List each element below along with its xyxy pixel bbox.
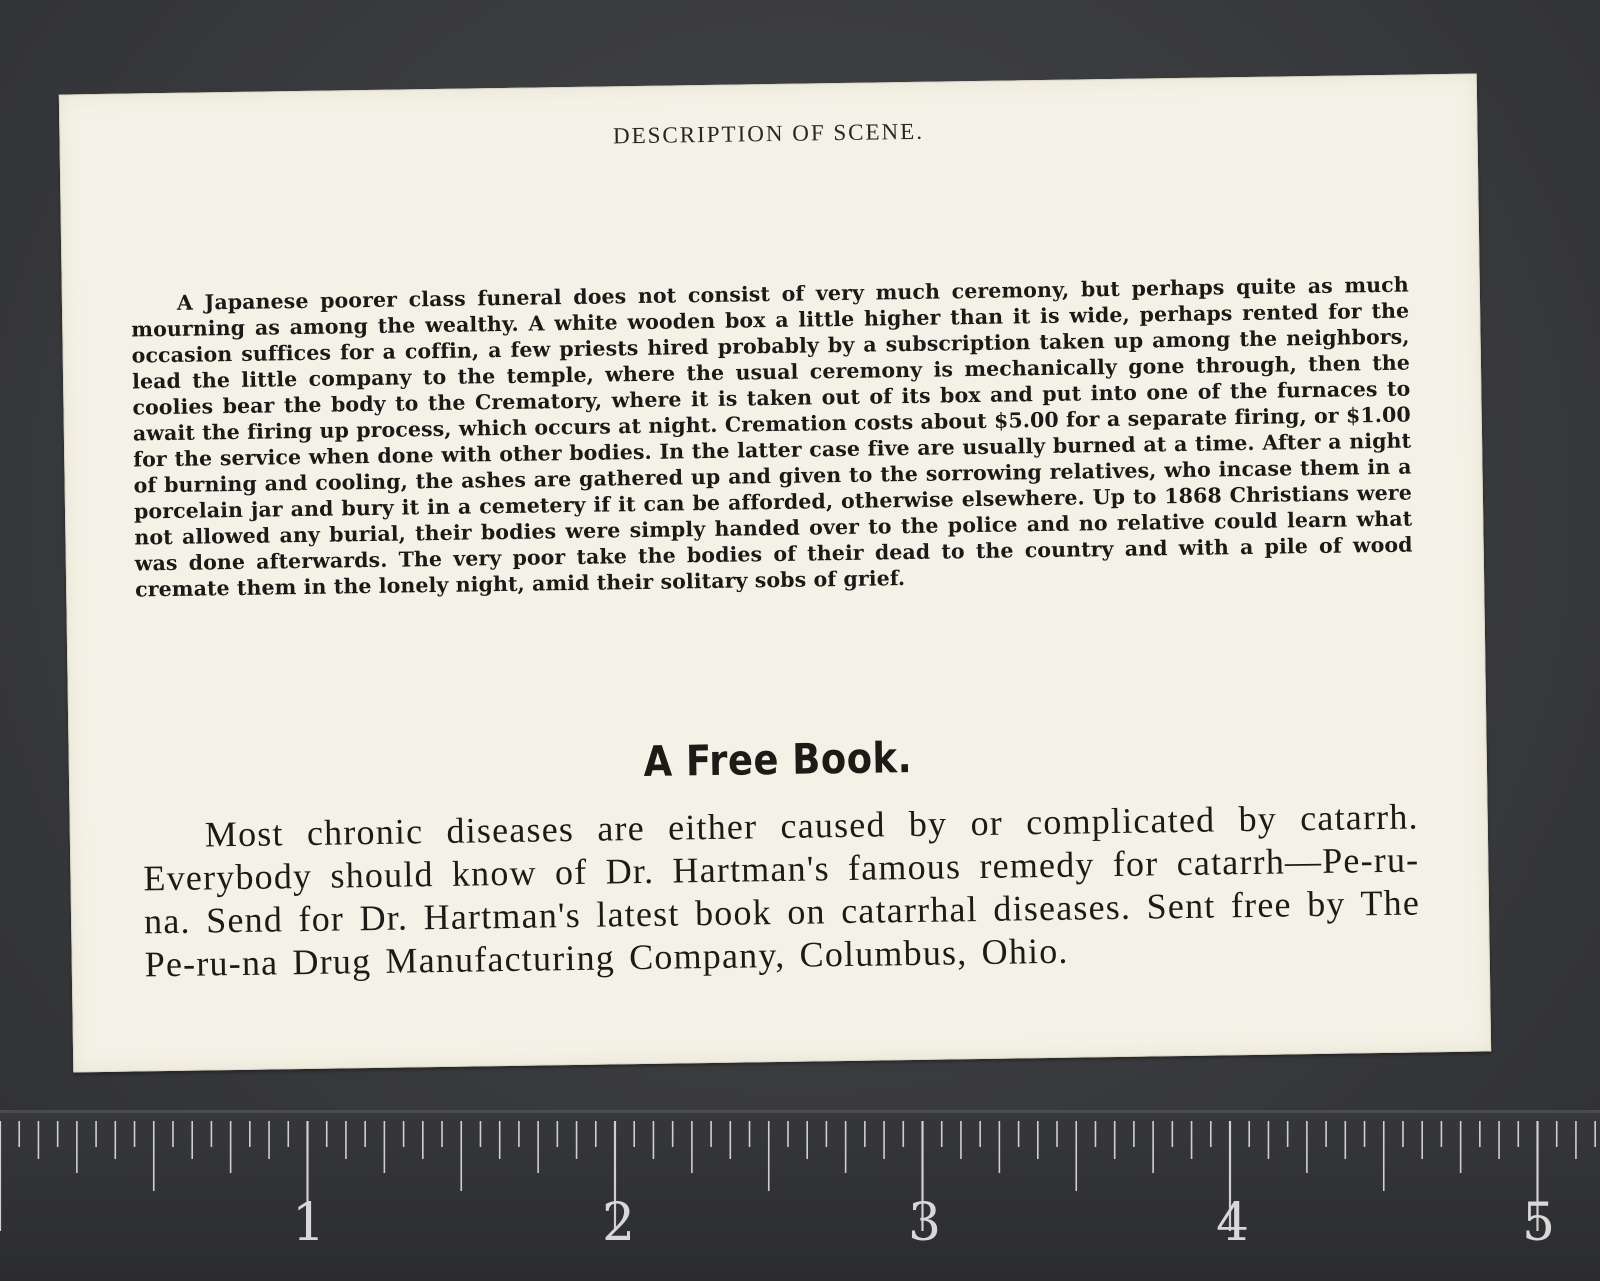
scene-heading: DESCRIPTION OF SCENE. bbox=[612, 118, 925, 149]
scene-description: A Japanese poorer class funeral does not consist of very much ceremony, but perhaps quite as much mourning as among the wealthy. A white wooden box a little higher than it is wide, perhaps rented for the occasion suffices for a coffin, a few priests hired probably by a subscription taken up among the neighbors, lead the little company to the temple, where the usual ceremony is mechanically gone through, then the coolies bear the body to the Crematory, where it is taken out of its box and put into one of the furnaces to await the firing up process, which occurs at night. Cremation costs about $5.00 for a separate firing, or $1.00 for the service when done with other bodies. In the latter case five are usually burned at a time. After a night of burning and cooling, the ashes are gathered up and given to the sorrowing relatives, who incase them in a porcelain jar and bury it in a cemetery if it can be afforded, otherwise elsewhere. Up to 1868 Christians were not allowed any burial, their bodies were simply handed over to the police and no relative could learn what was done afterwards. The very poor take the bodies of their dead to the country and with a pile of wood cremate them in the lonely night, amid their solitary sobs of grief. bbox=[131, 272, 1413, 602]
trade-card-back bbox=[59, 74, 1491, 1073]
ruler-ticks bbox=[0, 1113, 1600, 1281]
ruler-label-3: 3 bbox=[908, 1193, 942, 1253]
ruler-label-2: 2 bbox=[602, 1193, 636, 1253]
ruler-label-5: 5 bbox=[1522, 1193, 1556, 1253]
ruler-label-4: 4 bbox=[1216, 1193, 1250, 1253]
ruler-label-1: 1 bbox=[292, 1193, 326, 1253]
free-book-title: A Free Book. bbox=[643, 732, 913, 786]
free-book-text: Most chronic diseases are either caused by or complicated by catarrh. Everybody should know of Dr. Hartman's famous remedy for catarrh—Pe-ru-na. Send for Dr. Hartman's latest book on catarrhal diseases. Sent free by The Pe-ru-na Drug Manufacturing Company, Columbus, Ohio. bbox=[143, 796, 1421, 985]
measuring-ruler bbox=[0, 1110, 1600, 1281]
